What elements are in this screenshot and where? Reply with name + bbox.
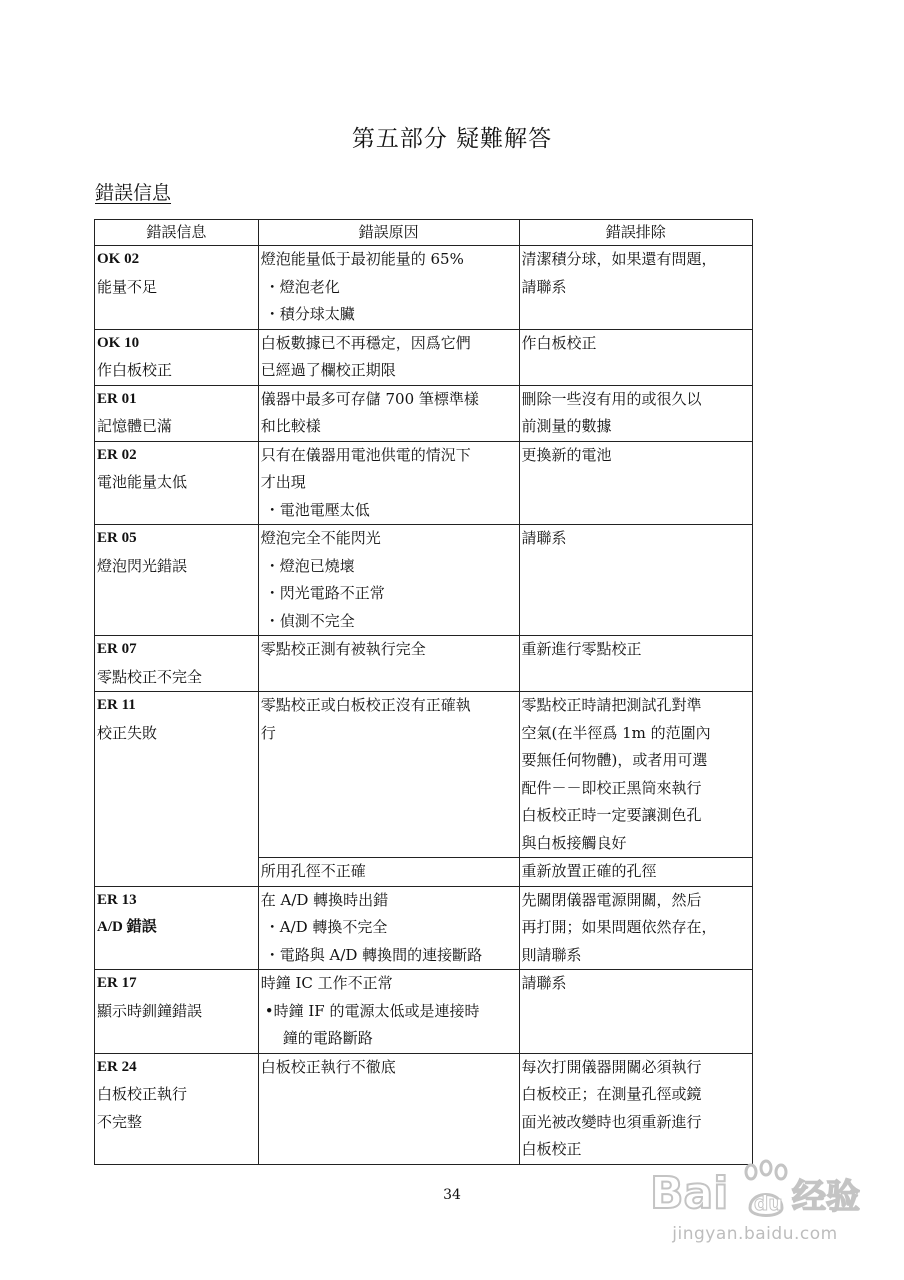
solution-line: 白板校正時一定要讓測色孔 [521, 806, 702, 824]
error-code: ER 01 [97, 390, 137, 407]
error-name: 電池能量太低 [97, 473, 188, 491]
error-code: OK 10 [97, 334, 140, 351]
baidu-jingyan-watermark [640, 1150, 880, 1260]
cause-line: 零點校正或白板校正沒有正確執 [260, 696, 471, 714]
cause-line: 在 A/D 轉換時出錯 [260, 890, 389, 909]
error-name: 記憶體已滿 [97, 417, 173, 435]
cause-bullet: ・積分球太臟 [264, 305, 355, 323]
error-code: ER 17 [97, 975, 137, 991]
header-error-cause: 錯誤原因 [258, 220, 519, 246]
cause-line: 所用孔徑不正確 [260, 862, 366, 880]
header-error-solution: 錯誤排除 [519, 220, 753, 246]
error-code: ER 02 [97, 446, 137, 463]
solution-line: 請聯系 [521, 529, 567, 547]
error-solution-cell [519, 970, 753, 1054]
cause-line: 白板校正執行不徹底 [260, 1057, 396, 1076]
solution-line: 清潔積分球，如果還有問題， [521, 250, 717, 268]
error-info-cell [95, 385, 259, 441]
error-cause-cell [258, 385, 519, 441]
solution-line: 先關閉儀器電源開關，然后 [521, 890, 702, 909]
error-name: 校正失敗 [97, 723, 158, 742]
error-code: ER 07 [97, 641, 137, 657]
solution-line: 白板校正 [521, 1140, 582, 1158]
error-info-cell [95, 329, 259, 385]
error-info-cell [95, 692, 259, 887]
cause-bullet-continuation: 鐘的電路斷路 [282, 1029, 373, 1047]
error-info-cell [95, 970, 259, 1054]
error-cause-cell [258, 441, 519, 525]
solution-line: 零點校正時請把測試孔對準 [521, 696, 702, 714]
solution-line: 白板校正；在測量孔徑或鏡 [521, 1085, 702, 1103]
error-solution-cell [519, 858, 753, 887]
table-row [95, 692, 753, 858]
error-cause-cell [258, 858, 519, 887]
svg-text:du: du [754, 1191, 783, 1215]
error-code: ER 11 [97, 697, 136, 713]
error-cause-cell [258, 1053, 519, 1164]
solution-line: 刪除一些沒有用的或很久以 [521, 389, 702, 408]
header-error-info: 錯誤信息 [95, 220, 259, 246]
solution-line: 空氣(在半徑爲 1m 的范圍內 [521, 723, 711, 742]
page-title: 第五部分 疑難解答 [351, 126, 553, 152]
error-cause-cell [258, 886, 519, 970]
svg-text:Bai: Bai [650, 1168, 729, 1219]
cause-line: 燈泡完全不能閃光 [260, 529, 381, 547]
table-row [95, 886, 753, 970]
error-info-cell [95, 636, 259, 692]
cause-bullet: ・電路與 A/D 轉換間的連接斷路 [264, 945, 483, 964]
section-heading: 錯誤信息 [95, 182, 172, 204]
table-row [95, 525, 753, 636]
cause-bullet: ・閃光電路不正常 [264, 584, 385, 602]
solution-line: 重新放置正確的孔徑 [521, 862, 657, 880]
solution-line: 更換新的電池 [521, 445, 612, 464]
error-name: A/D 錯誤 [97, 919, 157, 935]
watermark-url: jingyan.baidu.com [672, 1224, 838, 1244]
svg-text:经验: 经验 [792, 1177, 860, 1217]
error-info-cell [95, 525, 259, 636]
error-cause-cell [258, 692, 519, 858]
error-solution-cell [519, 385, 753, 441]
cause-bullet: ・偵測不完全 [264, 611, 355, 630]
error-table [94, 219, 753, 1165]
error-name: 作白板校正 [97, 361, 173, 379]
cause-line: 行 [260, 723, 276, 742]
cause-bullet: ・燈泡已燒壞 [264, 556, 355, 575]
solution-line: 每次打開儀器開關必須執行 [521, 1057, 702, 1076]
error-code: OK 02 [97, 251, 140, 267]
table-row [95, 246, 753, 330]
baidu-paw-logo-icon [650, 1158, 870, 1224]
error-cause-cell [258, 636, 519, 692]
error-solution-cell [519, 525, 753, 636]
error-cause-cell [258, 970, 519, 1054]
error-solution-cell [519, 329, 753, 385]
solution-line: 則請聯系 [521, 945, 582, 964]
solution-line: 配件－－即校正黑筒來執行 [521, 778, 702, 797]
error-solution-cell [519, 886, 753, 970]
solution-line: 重新進行零點校正 [521, 640, 642, 658]
error-cause-cell [258, 329, 519, 385]
solution-line: 與白板接觸良好 [521, 833, 627, 852]
error-solution-cell [519, 692, 753, 858]
solution-line: 要無任何物體)，或者用可選 [521, 751, 708, 769]
table-row [95, 385, 753, 441]
error-info-cell [95, 886, 259, 970]
cause-line: 時鐘 IC 工作不正常 [260, 974, 393, 992]
error-name: 燈泡閃光錯誤 [97, 556, 188, 575]
cause-line: 只有在儀器用電池供電的情況下 [260, 445, 471, 464]
error-info-cell [95, 246, 259, 330]
cause-line: 燈泡能量低于最初能量的 65% [260, 250, 464, 268]
error-solution-cell [519, 441, 753, 525]
cause-line: 已經過了欄校正期限 [260, 361, 396, 379]
cause-bullet: ・燈泡老化 [264, 277, 340, 296]
table-header-row [95, 220, 753, 246]
error-name: 顯示時釧鐘錯誤 [97, 1001, 203, 1020]
solution-line: 作白板校正 [521, 333, 597, 352]
error-solution-cell [519, 246, 753, 330]
cause-line: 零點校正測有被執行完全 [260, 640, 426, 658]
cause-line: 才出現 [260, 473, 306, 491]
cause-line: 白板數據已不再穩定，因爲它們 [260, 333, 471, 352]
table-row [95, 970, 753, 1054]
table-row [95, 329, 753, 385]
error-name: 白板校正執行 [97, 1085, 188, 1103]
error-solution-cell [519, 636, 753, 692]
table-row [95, 1053, 753, 1164]
error-code: ER 24 [97, 1058, 137, 1075]
error-name: 能量不足 [97, 277, 158, 296]
error-info-cell [95, 441, 259, 525]
cause-bullet: ・A/D 轉換不完全 [264, 918, 388, 936]
solution-line: 再打開；如果問題依然存在， [521, 918, 717, 936]
solution-line: 請聯系 [521, 974, 567, 992]
table-row [95, 441, 753, 525]
error-code: ER 13 [97, 891, 137, 908]
cause-bullet: •時鐘 IF 的電源太低或是連接時 [264, 1001, 480, 1020]
error-code: ER 05 [97, 530, 137, 546]
error-cause-cell [258, 246, 519, 330]
page-number: 34 [443, 1187, 461, 1203]
solution-line: 面光被改變時也須重新進行 [521, 1112, 702, 1131]
error-solution-cell [519, 1053, 753, 1164]
error-cause-cell [258, 525, 519, 636]
table-row [95, 636, 753, 692]
cause-line: 儀器中最多可存儲 700 筆標準樣 [260, 389, 479, 408]
error-name: 零點校正不完全 [97, 667, 203, 686]
solution-line: 請聯系 [521, 277, 567, 296]
error-info-cell [95, 1053, 259, 1164]
cause-bullet: ・電池電壓太低 [264, 500, 370, 519]
error-name: 不完整 [97, 1112, 143, 1131]
solution-line: 前測量的數據 [521, 417, 612, 435]
cause-line: 和比較樣 [260, 417, 321, 435]
